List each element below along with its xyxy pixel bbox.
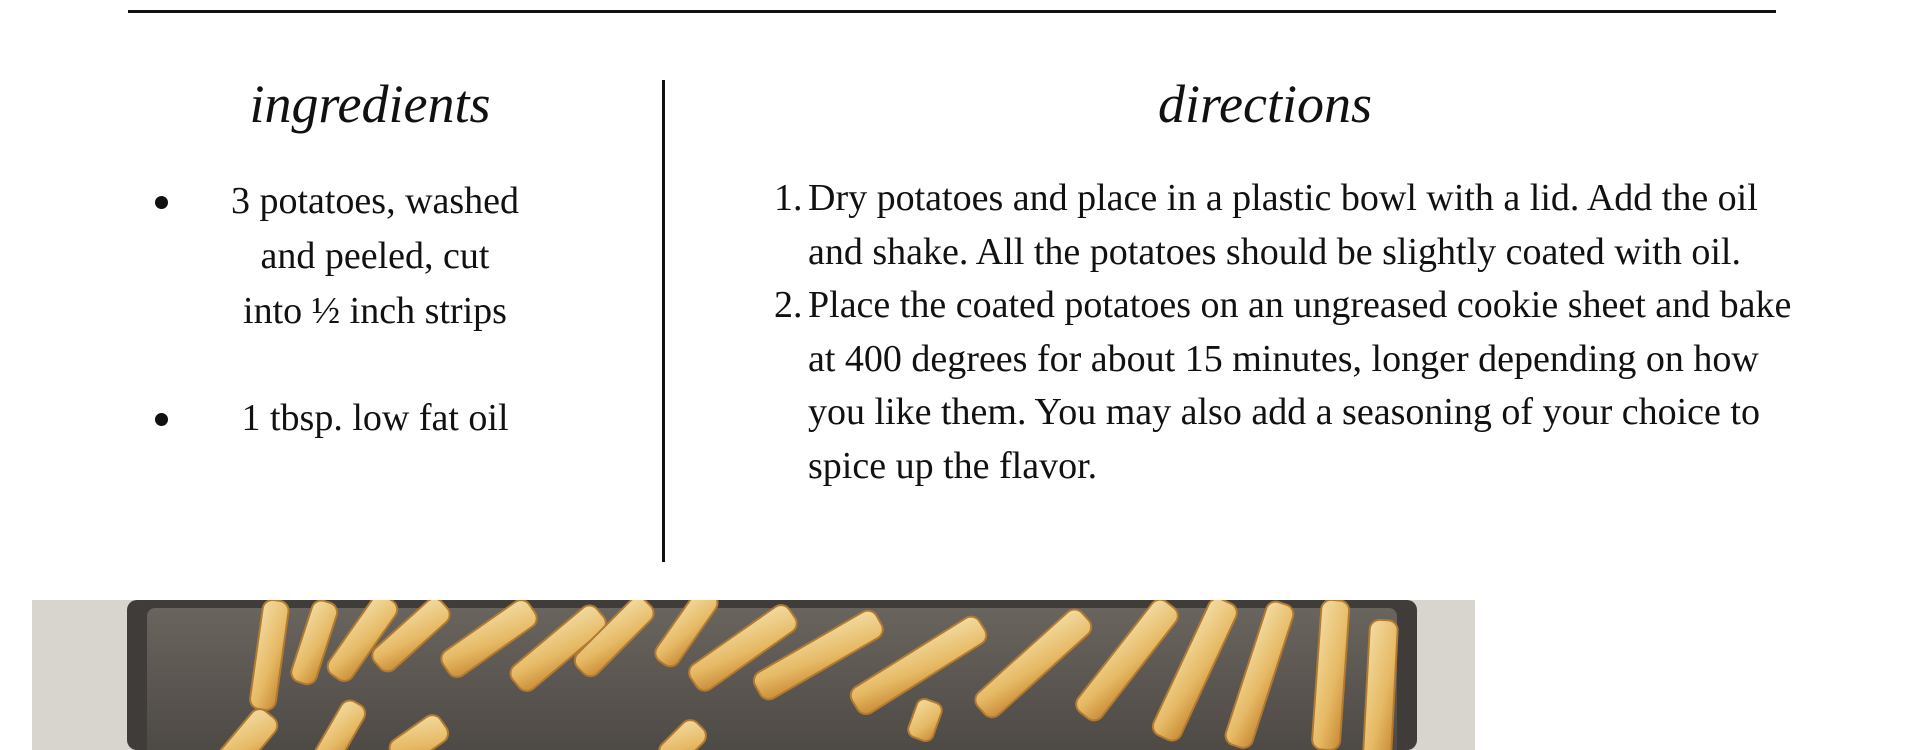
bullet-icon <box>155 413 168 426</box>
step-text: Dry potatoes and place in a plastic bowl with a lid. Add the oil and shake. All the potatoes should be slightly coated with oil. <box>808 177 1758 273</box>
fries-photo <box>32 600 1475 750</box>
step-number: 1. <box>774 177 803 219</box>
directions-list <box>770 172 1810 493</box>
direction-step <box>770 172 1810 279</box>
fries-on-tray-image <box>32 600 1475 750</box>
ingredient-text: 3 potatoes, washed and peeled, cut into ½ inch strips <box>230 180 520 332</box>
ingredient-item <box>140 391 520 446</box>
ingredients-list <box>140 174 610 446</box>
top-rule <box>128 10 1776 13</box>
ingredients-heading: ingredients <box>249 74 491 134</box>
bullet-icon <box>155 196 168 209</box>
direction-step <box>770 279 1810 493</box>
step-text: Place the coated potatoes on an ungreased cookie sheet and bake at 400 degrees for about 15 minutes, longer depending on how you like them. You may also add a seasoning of your choice to spice up the flavor. <box>808 284 1792 487</box>
ingredient-item <box>140 174 520 339</box>
ingredient-text: 1 tbsp. low fat oil <box>241 397 509 439</box>
column-divider <box>662 80 665 562</box>
directions-heading: directions <box>1158 74 1372 134</box>
step-number: 2. <box>774 284 803 326</box>
